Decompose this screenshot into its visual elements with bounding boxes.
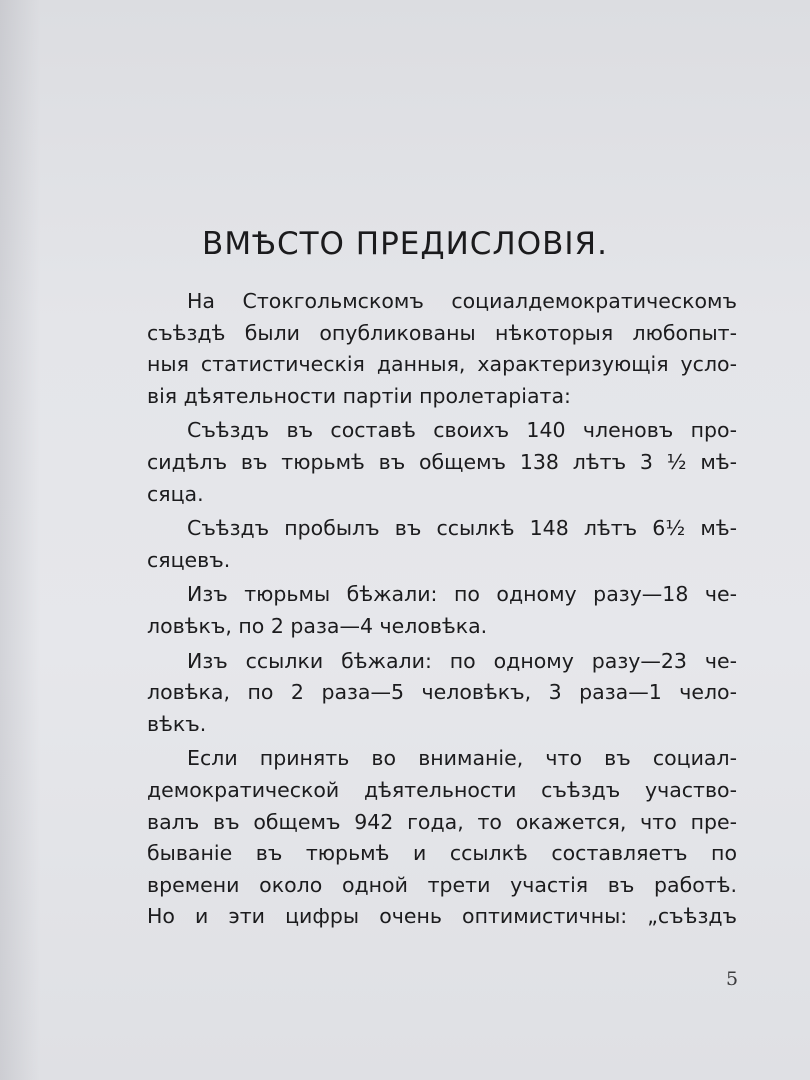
- text-line: ловѣкъ, по 2 раза—4 человѣка.: [147, 613, 488, 638]
- text-line: На Стокгольмскомъ социалдемократическомъ: [187, 289, 737, 313]
- text-line: Но и эти цифры очень оптимистичны: „съѣздъ: [147, 904, 737, 929]
- text-line: Съѣздъ пробылъ въ ссылкѣ 148 лѣтъ 6½ мѣ-: [187, 516, 737, 541]
- body-text: [147, 286, 737, 933]
- text-line: быванiе въ тюрьмѣ и ссылкѣ составляетъ по: [147, 841, 737, 866]
- text-line: Изъ тюрьмы бѣжали: по одному разу—18 че-: [187, 582, 737, 607]
- text-line: сидѣлъ въ тюрьмѣ въ общемъ 138 лѣтъ 3 ½ мѣ-: [147, 449, 737, 474]
- text-line: Съѣздъ въ составѣ своихъ 140 членовъ про-: [187, 418, 737, 443]
- page-heading: ВМѢСТО ПРЕДИСЛОВІЯ.: [202, 226, 608, 262]
- page-gutter-shadow: [0, 0, 40, 1080]
- text-line: Если принять во вниманіе, что въ социал-: [187, 746, 737, 771]
- text-line: валъ въ общемъ 942 года, то окажется, что пре-: [147, 809, 737, 834]
- text-line: ловѣка, по 2 раза—5 человѣкъ, 3 раза—1 чело-: [147, 680, 737, 705]
- text-line: сяца.: [147, 481, 204, 506]
- page-number: 5: [726, 968, 739, 990]
- text-line: сяцевъ.: [147, 547, 231, 572]
- text-line: ныя статистическія данныя, характеризующія усло-: [147, 352, 737, 377]
- text-line: съѣздѣ были опубликованы нѣкоторыя любопыт-: [147, 320, 737, 345]
- text-line: времени около одной трети участія въ работѣ.: [147, 872, 737, 897]
- text-line: вѣкъ.: [147, 711, 207, 736]
- text-line: демократической дѣятельности съѣздъ участво-: [147, 777, 737, 802]
- text-line: Изъ ссылки бѣжали: по одному разу—23 че-: [187, 648, 737, 673]
- text-line: вія дѣятельности партіи пролетаріата:: [147, 383, 571, 408]
